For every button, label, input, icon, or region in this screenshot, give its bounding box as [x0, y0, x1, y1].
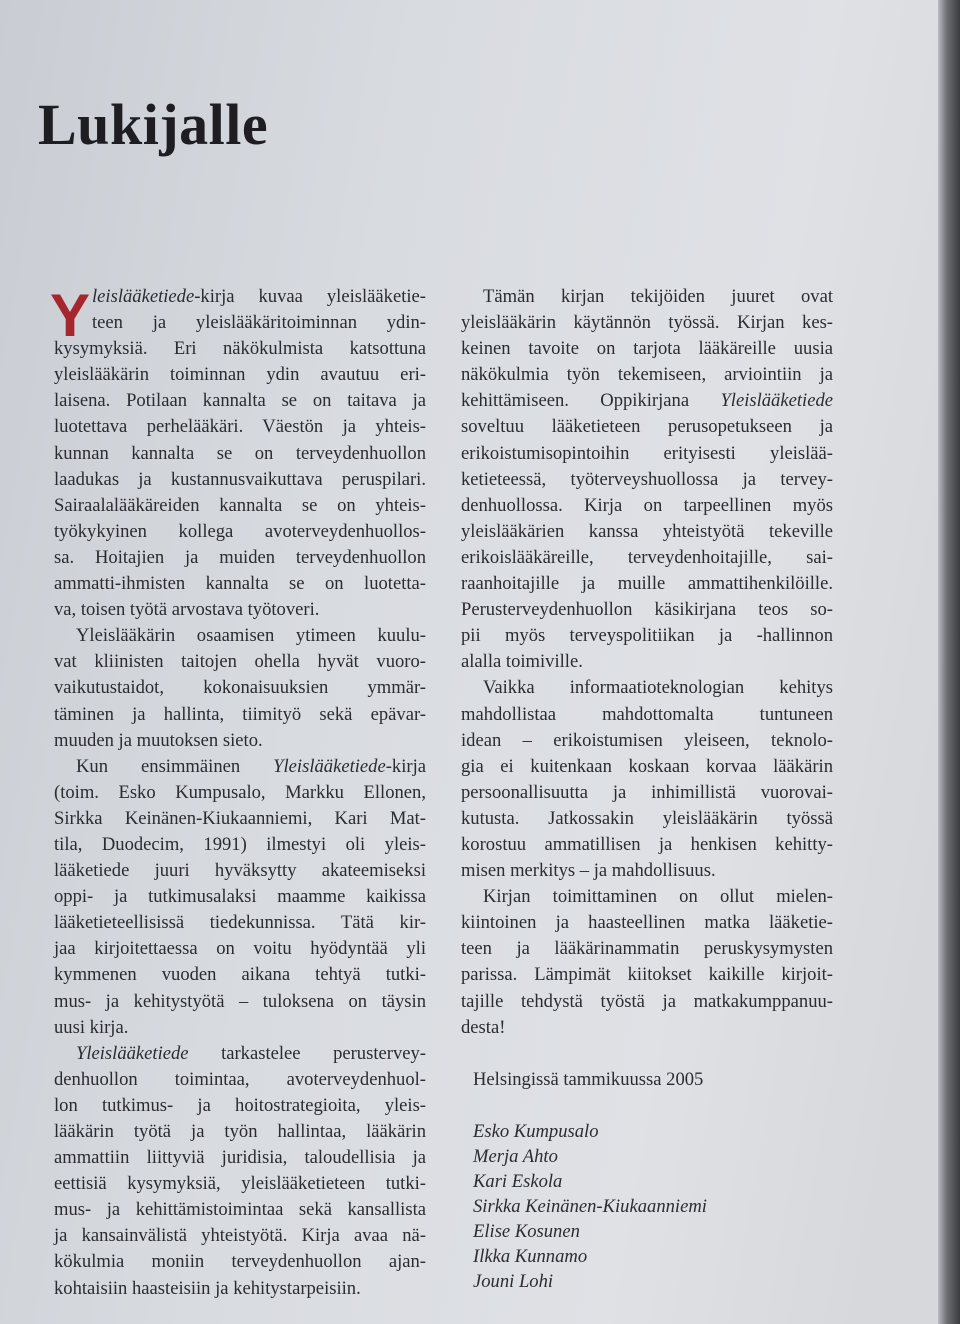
text-line: soveltuu lääketieteen perusopetukseen ja	[461, 416, 833, 438]
text-segment: Kun ensimmäinen	[76, 755, 274, 777]
text-line: luotettava perhelääkäri. Väestön ja yhteis-	[54, 416, 426, 438]
text-line: va, toisen työtä arvostava työtoveri.	[54, 599, 320, 621]
text-line: yleislääkärin käytännön työssä. Kirjan kes-	[461, 312, 833, 334]
italic-title-text: leislääketiede	[92, 286, 195, 307]
text-line: täminen ja hallinta, tiimityö sekä epävar-	[54, 703, 426, 725]
text-line: ja kansainvälistä yhteistyötä. Kirja avaa nä-	[54, 1225, 426, 1247]
paragraph	[461, 675, 833, 884]
text-line: kysymyksiä. Eri näkökulmista katsottuna	[54, 338, 426, 360]
signature-name: Kari Eskola	[473, 1170, 563, 1192]
text-segment: -kirja	[385, 755, 426, 777]
text-line: tajille tehdystä työstä ja matkakumppanuu-	[461, 990, 833, 1012]
text-line: ammatti-ihmisten kannalta se on luotetta-	[54, 573, 426, 595]
signature-list	[461, 1119, 833, 1294]
text-line: erikoislääkäreille, terveydenhoitajille, sai-	[461, 546, 833, 568]
left-column	[50, 282, 426, 1302]
text-line: kymmenen vuoden aikana tehtyä tutki-	[54, 964, 426, 986]
text-line: Kirjan toimittaminen on ollut mielen-	[483, 886, 833, 908]
text-line: työkykyinen kollega avoterveydenhuollos-	[54, 520, 426, 542]
text-line: kunnan kannalta se on terveydenhuollon	[54, 442, 426, 464]
text-line: korostuu ammatillisen ja henkisen kehitty-	[461, 833, 833, 855]
text-line: kökulmia moniin terveydenhuollon ajan-	[54, 1251, 426, 1273]
paragraph	[54, 623, 426, 753]
text-line: vat kliinisten taitojen ohella hyvät vuoro-	[54, 651, 426, 673]
text-line: erikoistumisopintoihin erityisesti yleislää-	[461, 442, 833, 464]
text-line: lääkärin työtä ja työn hallintaa, lääkärin	[54, 1121, 426, 1142]
text-segment: -kirja kuvaa yleislääketie-	[194, 286, 426, 307]
signature-name: Jouni Lohi	[473, 1270, 554, 1292]
text-line: teen ja lääkärinammatin peruskysymysten	[461, 938, 833, 960]
signature-name: Merja Ahto	[473, 1145, 558, 1167]
signature-name: Ilkka Kunnamo	[473, 1245, 588, 1267]
paragraph	[54, 1041, 426, 1302]
text-line: näkökulmia työn tekemiseen, arviointiin ja	[461, 364, 833, 386]
text-line: misen merkitys – ja mahdollisuus.	[461, 860, 716, 882]
text-line: persoonallisuutta ja inhimillistä vuorovai-	[461, 781, 833, 803]
text-line: denhuollossa. Kirja on tarpeellinen myös	[461, 494, 833, 516]
italic-title-text: Yleislääketiede	[720, 390, 833, 412]
paragraph	[54, 284, 426, 623]
text-line: parissa. Lämpimät kiitokset kaikille kirjoit-	[461, 964, 833, 986]
text-line	[54, 754, 426, 780]
text-line: uusi kirja.	[54, 1016, 129, 1038]
text-line: Perusterveydenhuollon käsikirjana teos so-	[461, 599, 833, 621]
signature-name: Esko Kumpusalo	[473, 1120, 599, 1142]
italic-title-text: Yleislääketiede	[76, 1042, 189, 1064]
text-line: denhuollon toimintaa, avoterveydenhuol-	[54, 1068, 426, 1090]
text-line: Yleislääkärin osaamisen ytimeen kuulu-	[76, 625, 426, 647]
text-line: jaa kirjoitettaessa on voitu hyödyntää yli	[54, 938, 426, 960]
text-line	[54, 284, 426, 310]
text-line: Vaikka informaatioteknologian kehitys	[483, 677, 833, 699]
text-line: mus- ja kehittämistoimintaa sekä kansallista	[54, 1199, 426, 1221]
text-line: desta!	[461, 1016, 506, 1038]
text-line: ketieteessä, työterveyshuollossa ja tervey-	[461, 468, 833, 490]
paragraph	[461, 884, 833, 1041]
signature-name: Sirkka Keinänen-Kiukaanniemi	[473, 1195, 707, 1217]
drop-cap: Y	[50, 282, 91, 349]
text-line: alalla toimiville.	[461, 651, 583, 673]
text-line: lon tutkimus- ja hoitostrategioita, yleis-	[54, 1094, 426, 1116]
text-line: tila, Duodecim, 1991) ilmestyi oli yleis-	[54, 833, 426, 855]
dateline: Helsingissä tammikuussa 2005	[473, 1068, 704, 1090]
text-line: kiintoinen ja haasteellinen matka lääketie-	[461, 912, 833, 934]
page-title: Lukijalle	[38, 91, 269, 157]
text-line: yleislääkärin toiminnan ydin avautuu eri-	[54, 364, 426, 386]
text-line: laisena. Potilaan kannalta se on taitava ja	[54, 390, 426, 412]
text-line: lääketiede juuri hyväksytty akateemiseksi	[54, 860, 426, 882]
text-line	[461, 388, 833, 414]
right-column	[461, 284, 833, 1294]
paragraph	[461, 284, 833, 675]
text-line: teen ja yleislääkäritoiminnan ydin-	[92, 312, 426, 334]
text-line: mahdollistaa mahdottomalta tuntuneen	[461, 703, 833, 725]
text-line: mus- ja kehitystyötä – tuloksena on täysin	[54, 990, 426, 1012]
text-line: oppi- ja tutkimusalaksi maamme kaikissa	[54, 886, 426, 908]
text-line: laadukas ja kustannusvaikuttava peruspilari.	[54, 468, 426, 490]
text-line: gia ei kuitenkaan koskaan korvaa lääkärin	[461, 755, 833, 777]
italic-title-text: Yleislääketiede	[273, 755, 386, 777]
text-line: keinen tavoite on tarjota lääkäreille uusia	[461, 338, 833, 360]
text-line: (toim. Esko Kumpusalo, Markku Ellonen,	[54, 781, 426, 803]
paragraph	[54, 754, 426, 1041]
text-line: yleislääkärien kanssa yhteistyötä tekeville	[461, 520, 833, 542]
text-line	[54, 1041, 426, 1067]
text-line: raanhoitajille ja muille ammattihenkilöille.	[461, 573, 833, 595]
text-line: idean – erikoistumisen yleiseen, teknolo-	[461, 729, 833, 751]
text-line: eettisiä kysymyksiä, yleislääketieteen tutki-	[54, 1173, 426, 1195]
page-edge-shadow	[938, 0, 960, 1324]
text-line: vaikutustaidot, kokonaisuuksien ymmär-	[54, 677, 426, 699]
text-line: Tämän kirjan tekijöiden juuret ovat	[483, 286, 833, 307]
text-line: kohtaisiin haasteisiin ja kehitystarpeisiin.	[54, 1277, 361, 1299]
text-segment: kehittämiseen. Oppikirjana	[461, 390, 721, 412]
text-line: Sairaalalääkäreiden kannalta se on yhteis-	[54, 494, 426, 516]
text-segment: tarkastelee perustervey-	[188, 1042, 426, 1064]
signature-name: Elise Kosunen	[473, 1220, 580, 1242]
text-line: pii myös terveyspolitiikan ja -hallinnon	[461, 625, 833, 647]
text-line: muuden ja muutoksen sieto.	[54, 729, 263, 751]
text-line: ammattiin liittyviä juridisia, taloudellisia ja	[54, 1147, 426, 1169]
text-line: sa. Hoitajien ja muiden terveydenhuollon	[54, 546, 426, 568]
text-line: kutusta. Jatkossakin yleislääkärin työssä	[461, 807, 833, 829]
text-line: lääketieteellisissä tiedekunnissa. Tätä kir-	[54, 912, 426, 934]
text-line: Sirkka Keinänen-Kiukaanniemi, Kari Mat-	[54, 807, 426, 829]
